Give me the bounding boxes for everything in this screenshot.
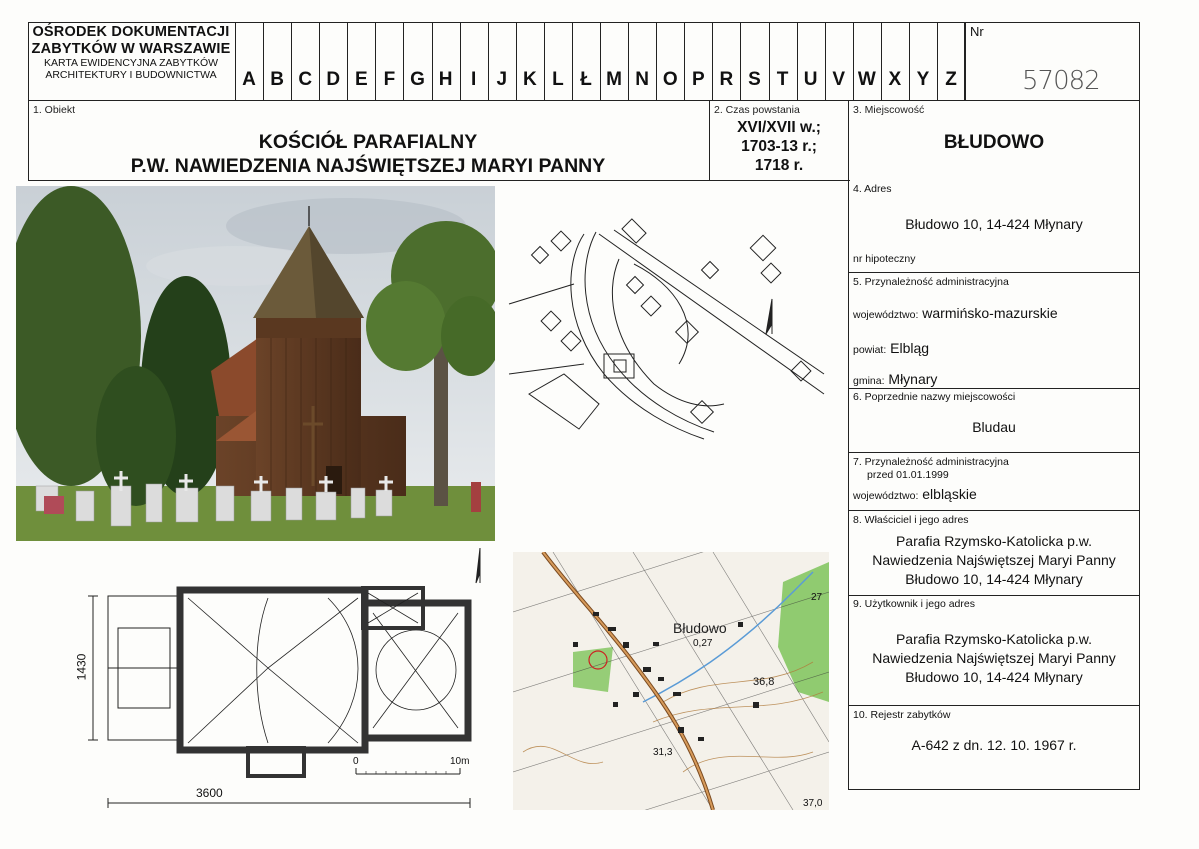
rejestr-value: A-642 z dn. 12. 10. 1967 r. [911, 737, 1077, 753]
topo-elev3: 37,0 [803, 798, 823, 809]
divider-6 [848, 388, 1140, 389]
floor-plan-drawing [78, 548, 498, 810]
church-photo-image [16, 186, 495, 541]
plan-width-label: 3600 [196, 786, 223, 800]
letter-cell: F [383, 69, 396, 90]
letter-cell: A [242, 69, 256, 90]
letter-cell: O [662, 69, 678, 90]
przynaleznosc-1999-label1: 7. Przynależność administracyjna [853, 456, 1009, 468]
letter-cell: X [888, 69, 902, 90]
frame-top [28, 22, 1140, 23]
letter-cell: U [803, 69, 818, 90]
letter-cell: Z [945, 69, 957, 90]
frame-header-bottom [28, 100, 1140, 101]
wojewodztwo-1999-value: elbląskie [922, 486, 977, 502]
topographic-map [513, 552, 829, 810]
object-title-line2: P.W. NAWIEDZENIA NAJŚWIĘTSZEJ MARYI PANNY [130, 155, 606, 177]
letter-cell: J [496, 69, 508, 90]
object-title-line1: KOŚCIÓŁ PARAFIALNY [258, 131, 478, 153]
letter-cell: P [691, 69, 705, 90]
frame-object-bottom [28, 180, 850, 181]
wlasciciel-line1: Parafia Rzymsko-Katolicka p.w. [895, 533, 1093, 549]
powiat-label: powiat: [853, 344, 887, 356]
uzytkownik-value [850, 630, 1138, 687]
powiat-value: Elbląg [890, 340, 930, 356]
gmina-row [853, 371, 937, 387]
nr-label: Nr [970, 24, 984, 39]
czas-label: 2. Czas powstania [714, 104, 800, 116]
powiat-row [853, 340, 929, 356]
letter-cell: R [719, 69, 734, 90]
miejscowosc-label: 3. Miejscowość [853, 104, 925, 116]
letter-cell: C [298, 69, 313, 90]
obiekt-label: 1. Obiekt [33, 104, 76, 116]
wlasciciel-value [850, 532, 1138, 589]
institution-line1: OŚRODEK DOKUMENTACJI [32, 24, 230, 40]
letter-cell: H [438, 69, 453, 90]
letter-cell: Y [916, 69, 930, 90]
scale-end-label: 10m [450, 756, 470, 767]
letter-cell: M [606, 69, 622, 90]
miejscowosc-value: BŁUDOWO [943, 132, 1045, 153]
letter-cell: B [270, 69, 284, 90]
rejestr-label: 10. Rejestr zabytków [853, 709, 951, 721]
letter-cell: K [522, 69, 537, 90]
topo-elev2: 36,8 [753, 676, 775, 688]
letter-cell: S [748, 69, 761, 90]
adres-label: 4. Adres [853, 183, 892, 195]
wlasciciel-label: 8. Właściciel i jego adres [853, 514, 969, 526]
divider-7 [848, 452, 1140, 453]
site-plan-map [504, 204, 830, 454]
letter-divider [965, 22, 966, 100]
letter-cell: D [326, 69, 341, 90]
przynaleznosc-label: 5. Przynależność administracyjna [853, 276, 1009, 288]
letter-cell: L [552, 69, 564, 90]
letter-cell: Ł [580, 69, 592, 90]
topo-place-label: Błudowo [673, 620, 727, 636]
wlasciciel-line3: Błudowo 10, 14-424 Młynary [905, 571, 1083, 587]
letter-cell: G [410, 69, 425, 90]
wojewodztwo-row [853, 305, 1058, 321]
topo-elev1: 0,27 [693, 638, 713, 649]
frame-right [1139, 22, 1140, 789]
gmina-label: gmina: [853, 375, 885, 387]
topo-elev4: 31,3 [653, 747, 673, 758]
floor-plan [74, 548, 498, 810]
topo-elev5: 27 [811, 592, 823, 603]
poprzednie-value: Bludau [972, 419, 1016, 435]
wojewodztwo-1999-label: województwo: [853, 490, 919, 502]
letter-cell: T [776, 69, 789, 90]
adres-value: Błudowo 10, 14-424 Młynary [905, 216, 1083, 232]
wojewodztwo-label: województwo: [853, 309, 919, 321]
przynaleznosc-1999-label2: przed 01.01.1999 [867, 469, 949, 481]
wlasciciel-line2: Nawiedzenia Najświętszej Maryi Panny [872, 552, 1116, 568]
frame-right-column-left [848, 100, 849, 789]
card-line1: KARTA EWIDENCYJNA ZABYTKÓW [43, 57, 219, 69]
nr-value: 57082 [1022, 66, 1100, 96]
uzytkownik-line1: Parafia Rzymsko-Katolicka p.w. [895, 631, 1093, 647]
site-plan-drawing [504, 204, 830, 454]
scale-start-label: 0 [353, 756, 359, 767]
card-line2: ARCHITEKTURY I BUDOWNICTWA [45, 68, 217, 81]
poprzednie-label: 6. Poprzednie nazwy miejscowości [853, 391, 1016, 403]
wojewodztwo-value: warmińsko-mazurskie [922, 305, 1058, 321]
gmina-value: Młynary [888, 371, 938, 387]
letter-cell: N [635, 69, 650, 90]
divider-10 [848, 705, 1140, 706]
uzytkownik-label: 9. Użytkownik i jego adres [853, 598, 975, 610]
church-photo [16, 186, 495, 541]
czas-value [710, 118, 848, 175]
plan-height-label: 1430 [74, 653, 89, 681]
wojewodztwo-1999-row [853, 486, 977, 502]
hipoteczny-label: nr hipoteczny [853, 253, 916, 265]
letter-cell: E [355, 69, 368, 90]
uzytkownik-line3: Błudowo 10, 14-424 Młynary [905, 669, 1083, 685]
object-title [28, 130, 708, 178]
czas-line2: 1703-13 r.; [741, 138, 817, 155]
divider-9 [848, 595, 1140, 596]
czas-line1: XVI/XVII w.; [737, 119, 821, 136]
letter-cell: W [857, 69, 876, 90]
letter-cell: I [471, 69, 477, 90]
czas-line3: 1718 r. [754, 157, 804, 174]
uzytkownik-line2: Nawiedzenia Najświętszej Maryi Panny [872, 650, 1116, 666]
frame-bottom-right [848, 789, 1140, 790]
letter-cell: V [832, 69, 846, 90]
topographic-map-drawing [513, 552, 829, 810]
institution-line2: ZABYTKÓW W WARSZAWIE [31, 41, 231, 57]
divider-5 [848, 272, 1140, 273]
institution-block [28, 24, 234, 100]
divider-8 [848, 510, 1140, 511]
